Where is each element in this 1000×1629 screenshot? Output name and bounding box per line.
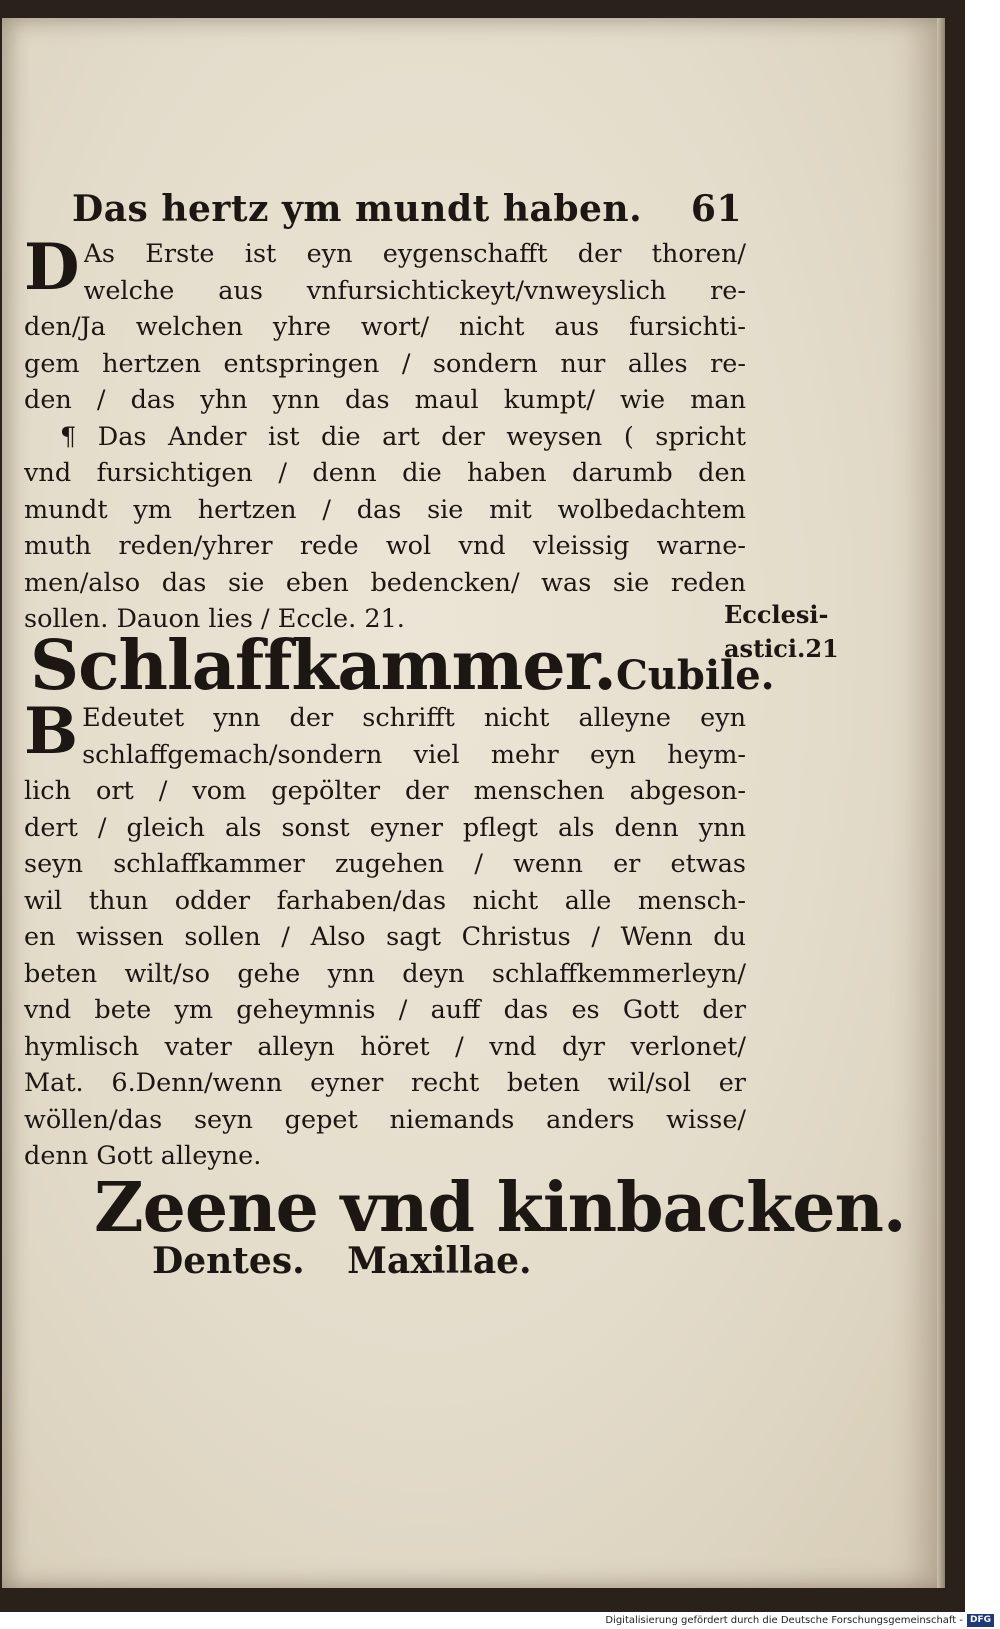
text-line: en wissen sollen / Also sagt Christus / Wenn du [24,922,746,952]
text-line: ¶ Das Ander ist die art der weysen ( spricht [60,421,746,452]
page-edge [937,18,945,1588]
headword-schlaffkammer [30,626,775,706]
section-1-text [24,230,746,638]
drop-initial: B [24,694,79,769]
text-line: sollen. Dauon lies / Eccle. 21. [24,604,405,634]
text-line: muth reden/yhrer rede wol vnd vleissig warne- [24,531,746,561]
headword-zeene: Zeene vnd kinbacken. [94,1168,906,1248]
text-line: gem hertzen entspringen / sondern nur alles re- [24,348,746,379]
text-line: dert / gleich als sonst eyner pflegt als denn ynn [24,812,746,843]
page-number: 61 [690,188,742,230]
text-line: seyn schlaffkammer zugehen / wenn er etwas [24,849,746,879]
headword-zeene-latin: Dentes. Maxillae. [152,1240,532,1282]
text-line: wil thun odder farhaben/das nicht alle mensch- [24,885,746,916]
headword-latin: Cubile. [615,652,775,699]
text-line: den / das yhn ynn das maul kumpt/ wie man [24,385,746,415]
text-line: beten wilt/so gehe ynn deyn schlaffkemmerleyn/ [24,958,746,989]
text-line: mundt ym hertzen / das sie mit wolbedachtem [24,494,746,525]
text-line: vnd bete ym geheymnis / auff das es Gott der [24,995,746,1025]
marginal-note-line: astici.21 [724,634,839,663]
running-head [72,188,742,230]
text-line: lich ort / vom gepölter der menschen abgeson- [24,776,746,806]
text-line: Mat. 6.Denn/wenn eyner recht beten wil/sol er [24,1068,746,1098]
marginal-note-line: Ecclesi- [724,600,829,629]
text-line: den/Ja welchen yhre wort/ nicht aus fursichti- [24,312,746,342]
text-line: denn Gott alleyne. [24,1141,262,1171]
headword-german: Schlaffkammer. [30,626,616,706]
section-2-text [24,694,746,1175]
text-line: wöllen/das seyn gepet niemands anders wisse/ [24,1104,746,1135]
text-line: schlaffgemach/sondern viel mehr eyn heym- [82,739,746,770]
digitization-footer [0,1612,1000,1629]
text-line: hymlisch vater alleyn höret / vnd dyr verlonet/ [24,1031,746,1062]
drop-initial: D [24,230,80,305]
text-line: welche aus vnfursichtickeyt/vnweyslich re- [83,275,746,306]
text-line: vnd fursichtigen / denn die haben darumb den [24,458,746,488]
footer-credit: Digitalisierung gefördert durch die Deutsche Forschungsgemeinschaft - [605,1615,963,1626]
text-line: As Erste ist eyn eygenschafft der thoren/ [83,239,746,269]
dfg-logo: DFG [967,1614,994,1627]
running-head-title: Das hertz ym mundt haben. [72,188,643,230]
text-line: men/also das sie eben bedencken/ was sie reden [24,567,746,598]
text-line: Edeutet ynn der schrifft nicht alleyne eyn [82,703,746,733]
book-page [2,18,937,1588]
